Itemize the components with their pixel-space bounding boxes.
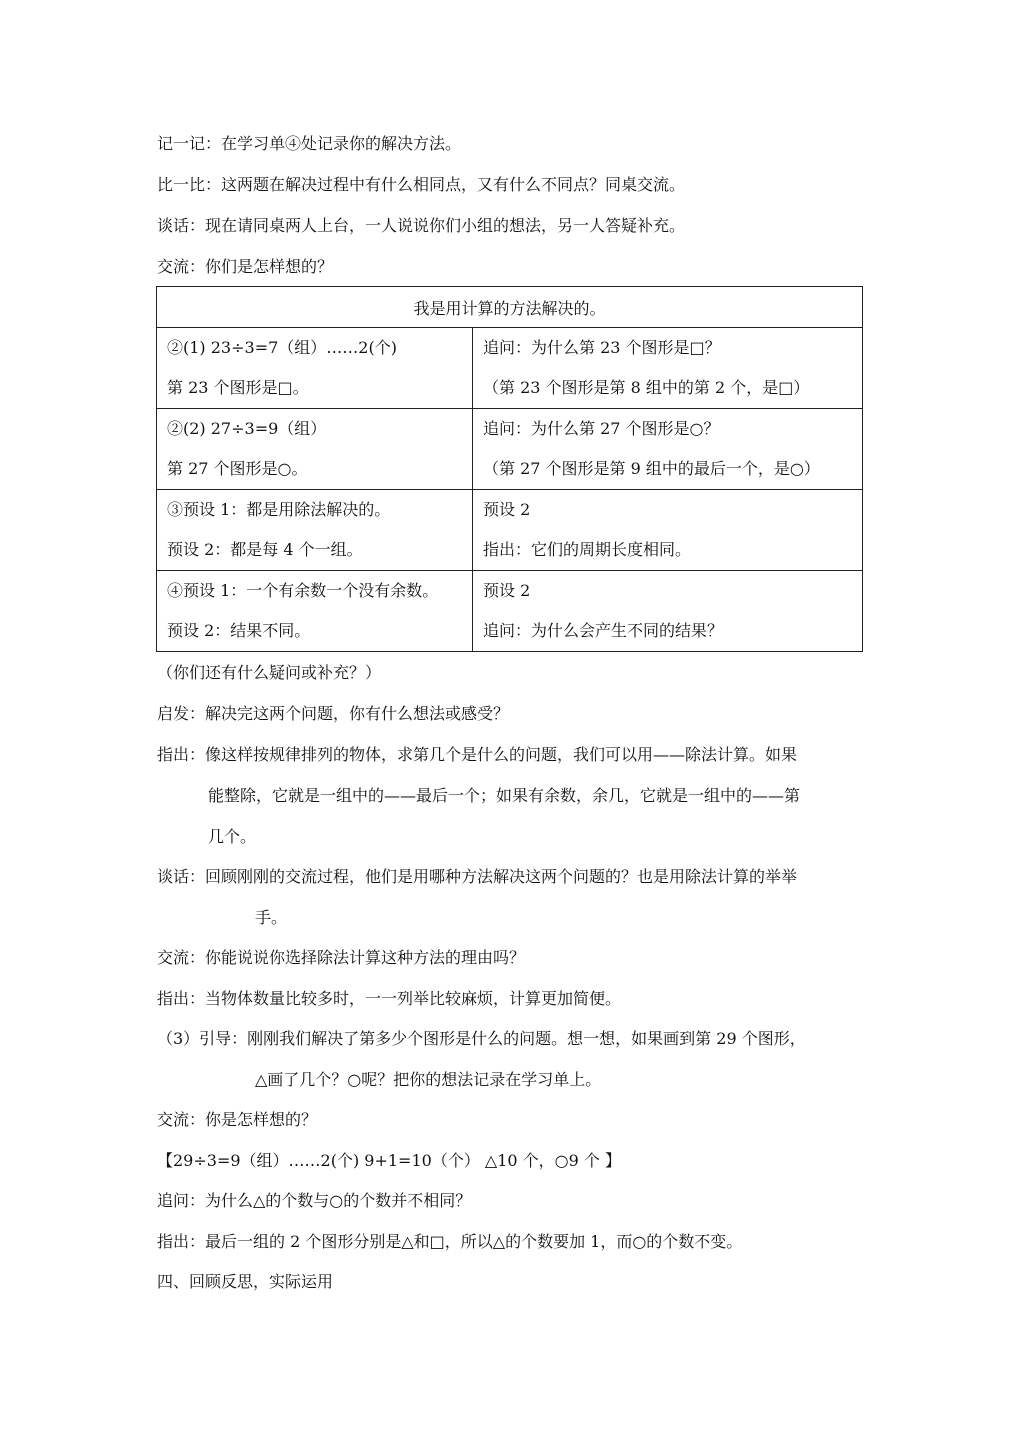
paragraph-point-out-1: 指出：像这样按规律排列的物体，求第几个是什么的问题，我们可以用——除法计算。如果 [157, 745, 798, 764]
paragraph-review-cont: 手。 [255, 908, 288, 927]
cell-line: 追问：为什么会产生不同的结果？ [483, 621, 724, 640]
paragraph-point-out-2: 指出：当物体数量比较多时，一一列举比较麻烦，计算更加简便。 [157, 989, 622, 1008]
paragraph-review: 谈话：回顾刚刚的交流过程，他们是用哪种方法解决这两个问题的？也是用除法计算的举举 [157, 867, 798, 886]
cell-line: （第 27 个图形是第 9 组中的最后一个，是○） [483, 459, 820, 478]
table-row [157, 490, 863, 571]
paragraph-answer: 【29÷3=9（组）……2(个) 9+1=10（个） △10 个，○9 个 】 [157, 1151, 621, 1170]
section-heading: 四、回顾反思，实际运用 [157, 1272, 334, 1291]
table-cell-left [157, 490, 473, 571]
paragraph-reason: 交流：你能说说你选择除法计算这种方法的理由吗？ [157, 948, 526, 967]
table-cell-left [157, 409, 473, 490]
table-header-row [157, 287, 863, 328]
table-cell-right [473, 328, 863, 409]
cell-line: 预设 2：都是每 4 个一组。 [167, 540, 363, 559]
cell-line: 指出：它们的周期长度相同。 [483, 540, 692, 559]
table-cell-left [157, 571, 473, 652]
cell-line: 预设 2 [483, 581, 531, 600]
cell-line: 预设 2 [483, 500, 531, 519]
method-table [156, 286, 863, 652]
cell-line: 追问：为什么第 23 个图形是□？ [483, 338, 721, 357]
table-header: 我是用计算的方法解决的。 [157, 287, 863, 328]
cell-line: 追问：为什么第 27 个图形是○？ [483, 419, 720, 438]
paragraph-point-out-1-cont: 能整除，它就是一组中的——最后一个；如果有余数，余几，它就是一组中的——第 [208, 786, 801, 805]
paragraph-guide: （3）引导：刚刚我们解决了第多少个图形是什么的问题。想一想，如果画到第 29 个图形， [157, 1029, 806, 1048]
cell-line: 第 27 个图形是○。 [167, 459, 308, 478]
paragraph-exchange: 交流：你们是怎样想的？ [157, 257, 334, 276]
paragraph-questions: （你们还有什么疑问或补充？） [157, 663, 382, 682]
paragraph-exchange-2: 交流：你是怎样想的？ [157, 1110, 318, 1129]
table-cell-right [473, 571, 863, 652]
cell-line: ③预设 1：都是用除法解决的。 [167, 500, 391, 519]
cell-line: 预设 2：结果不同。 [167, 621, 311, 640]
table-row [157, 409, 863, 490]
paragraph-point-out-3: 指出：最后一组的 2 个图形分别是△和□，所以△的个数要加 1，而○的个数不变。 [157, 1232, 743, 1251]
paragraph-follow-up: 追问：为什么△的个数与○的个数并不相同？ [157, 1191, 472, 1210]
paragraph-compare: 比一比：这两题在解决过程中有什么相同点，又有什么不同点？同桌交流。 [157, 175, 686, 194]
cell-line: （第 23 个图形是第 8 组中的第 2 个，是□） [483, 378, 810, 397]
cell-line: ④预设 1：一个有余数一个没有余数。 [167, 581, 439, 600]
cell-line: 第 23 个图形是□。 [167, 378, 309, 397]
table-cell-right [473, 490, 863, 571]
paragraph-talk: 谈话：现在请同桌两人上台，一人说说你们小组的想法，另一人答疑补充。 [157, 216, 686, 235]
paragraph-record: 记一记：在学习单④处记录你的解决方法。 [157, 134, 462, 153]
paragraph-point-out-1-end: 几个。 [208, 827, 257, 846]
table-cell-left [157, 328, 473, 409]
cell-line: ②(2) 27÷3=9（组） [167, 419, 327, 438]
cell-line: ②(1) 23÷3=7（组）……2(个) [167, 338, 397, 357]
paragraph-guide-cont: △画了几个？○呢？把你的想法记录在学习单上。 [255, 1070, 602, 1089]
paragraph-inspire: 启发：解决完这两个问题，你有什么想法或感受？ [157, 704, 510, 723]
table-row [157, 328, 863, 409]
table-cell-right [473, 409, 863, 490]
table-row [157, 571, 863, 652]
